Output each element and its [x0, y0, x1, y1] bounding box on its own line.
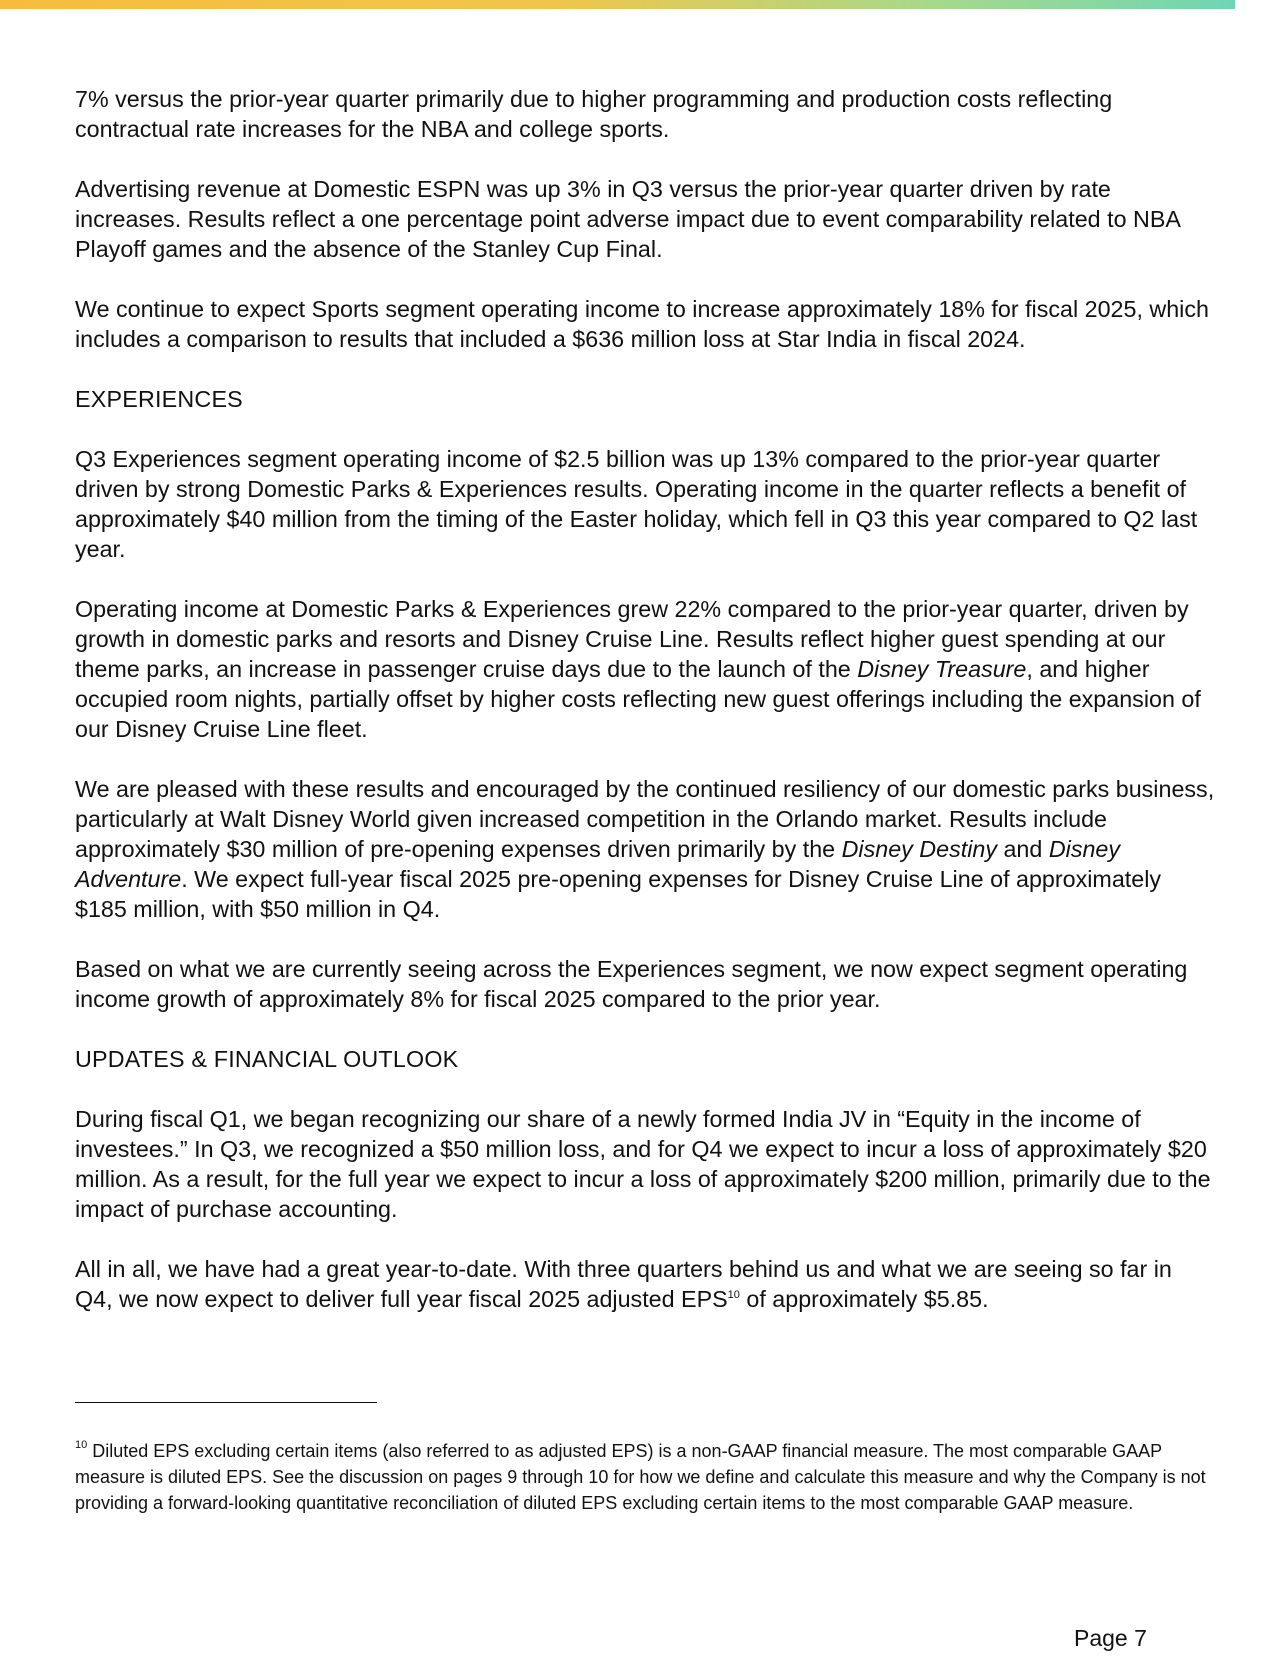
footnote-marker: 10 [75, 1439, 88, 1451]
paragraph-india-jv: During fiscal Q1, we began recognizing our share of a newly formed India JV in “Equity in the income of investees.” In Q3, we recognized a $50 million loss, and for Q4 we expect to incur a loss of approximately $20 million. As a result, for the full year we expect to incur a loss of approximately $200 million, primarily due to the impact of purchase accounting. [75, 1106, 1211, 1222]
page-content [75, 84, 1215, 1344]
paragraph-espn-advertising: Advertising revenue at Domestic ESPN was up 3% in Q3 versus the prior-year quarter driven by rate increases. Results reflect a one percentage point adverse impact due to event comparability related to NBA Playoff games and the absence of the Stanley Cup Final. [75, 176, 1180, 262]
paragraph-domestic-parks [75, 594, 1215, 744]
paragraph-text: of approximately $5.85. [739, 1286, 989, 1312]
paragraph-experiences-income: Q3 Experiences segment operating income of $2.5 billion was up 13% compared to the prior-year quarter driven by strong Domestic Parks & Experiences results. Operating income in the quarter reflects a benefit of approximately $40 million from the timing of the Easter holiday, which fell in Q3 this year compared to Q2 last year. [75, 446, 1198, 562]
paragraph-eps-guidance [75, 1254, 1215, 1314]
top-accent-bar [0, 0, 1235, 9]
page-number: Page 7 [1074, 1625, 1147, 1651]
paragraph-sports-outlook: We continue to expect Sports segment operating income to increase approximately 18% for fiscal 2025, which includes a comparison to results that included a $636 million loss at Star India in fiscal 2024. [75, 296, 1209, 352]
paragraph-text: All in all, we have had a great year-to-date. With three quarters behind us and what we are seeing so far in Q4, we now expect to deliver full year fiscal 2025 adjusted EPS [75, 1256, 1172, 1312]
paragraph-text: Operating income at Domestic Parks & Experiences grew 22% compared to the prior-year quarter, driven by growth in domestic parks and resorts and Disney Cruise Line. Results reflect higher guest spending at our theme parks, an increase in passenger cruise days due to the launch of the [75, 596, 1189, 682]
paragraph-experiences-outlook: Based on what we are currently seeing across the Experiences segment, we now expect segment operating income growth of approximately 8% for fiscal 2025 compared to the prior year. [75, 956, 1188, 1012]
heading-financial-outlook: UPDATES & FINANCIAL OUTLOOK [75, 1046, 459, 1072]
paragraph-pre-opening [75, 774, 1215, 924]
paragraph-sports-costs: 7% versus the prior-year quarter primarily due to higher programming and production costs reflecting contractual rate increases for the NBA and college sports. [75, 86, 1113, 142]
paragraph-text: We are pleased with these results and encouraged by the continued resiliency of our domestic parks business, particularly at Walt Disney World given increased competition in the Orlando market. Results include approximately $30 million of pre-opening expenses driven primarily by the [75, 776, 1215, 862]
footnote-divider [75, 1402, 377, 1403]
paragraph-text: and [996, 836, 1049, 862]
ship-name-italic: Disney Destiny [841, 836, 997, 862]
ship-name-italic: Disney Adventure [75, 836, 1121, 892]
ship-name-italic: Disney Treasure [857, 656, 1027, 682]
footnote [75, 1438, 1215, 1516]
footnote-text: Diluted EPS excluding certain items (also referred to as adjusted EPS) is a non-GAAP financial measure. The most comparable GAAP measure is diluted EPS. See the discussion on pages 9 through 10 for how we define and calculate this measure and why the Company is not providing a forward-looking quantitative reconciliation of diluted EPS excluding certain items to the most comparable GAAP measure. [75, 1441, 1206, 1513]
paragraph-text: , and higher occupied room nights, partially offset by higher costs reflecting new guest offerings including the expansion of our Disney Cruise Line fleet. [75, 656, 1201, 742]
footnote-reference[interactable]: 10 [727, 1289, 740, 1301]
heading-experiences: EXPERIENCES [75, 386, 243, 412]
paragraph-text: . We expect full-year fiscal 2025 pre-opening expenses for Disney Cruise Line of approximately $185 million, with $50 million in Q4. [75, 866, 1162, 922]
